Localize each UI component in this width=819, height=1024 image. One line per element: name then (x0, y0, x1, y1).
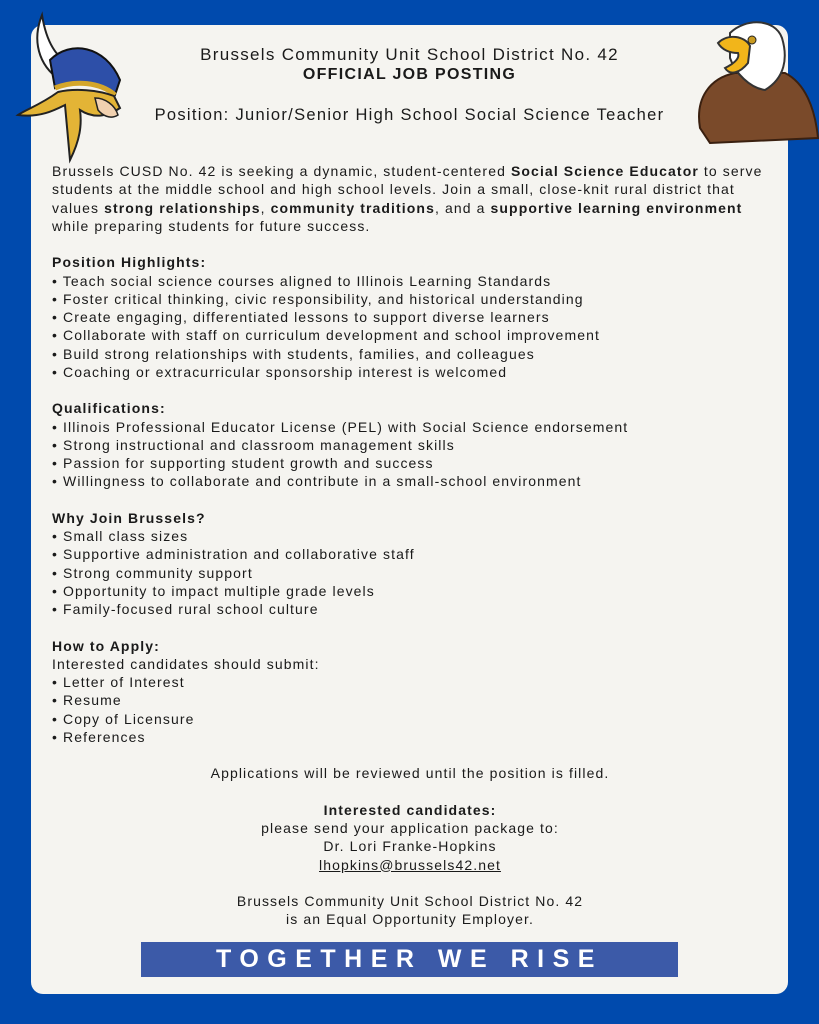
qualifications-heading: Qualifications: (52, 400, 166, 417)
list-item: • Strong community support (52, 564, 772, 582)
list-item: • Copy of Licensure (52, 710, 772, 728)
list-item: • Strong instructional and classroom management skills (52, 436, 772, 454)
send-to-text: please send your application package to: (261, 820, 559, 836)
intro-paragraph: Brussels CUSD No. 42 is seeking a dynamic, student-centered Social Science Educator to serve students at the middle school and high school levels. Join a small, close-knit rural district that values strong relationships, community traditions, and a supportive learning environment while preparing students for future success. (52, 163, 763, 234)
list-item: • Create engaging, differentiated lessons to support diverse learners (52, 308, 772, 326)
eoe-line-1: Brussels Community Unit School District No. 42 (236, 893, 584, 909)
list-item: • Family-focused rural school culture (52, 600, 772, 618)
highlights-heading: Position Highlights: (52, 254, 207, 271)
district-name: Brussels Community Unit School District No. 42 (200, 45, 619, 64)
list-item: • Teach social science courses aligned to Illinois Learning Standards (52, 272, 772, 290)
contact-email-link[interactable]: lhopkins@brussels42.net (319, 856, 501, 873)
contact-name: Dr. Lori Franke-Hopkins (323, 838, 497, 855)
list-item: • Opportunity to impact multiple grade levels (52, 582, 772, 600)
apply-lead: Interested candidates should submit: (52, 655, 320, 672)
list-item: • References (52, 728, 772, 746)
eoe-line-2: is an Equal Opportunity Employer. (286, 911, 534, 928)
slogan-banner: TOGETHER WE RISE (141, 942, 678, 977)
posting-title: OFFICIAL JOB POSTING (302, 66, 517, 83)
list-item: • Illinois Professional Educator License (PEL) with Social Science endorsement (52, 418, 772, 436)
list-item: • Supportive administration and collaborative staff (52, 545, 772, 563)
list-item: • Small class sizes (52, 527, 772, 545)
qualifications-list (52, 418, 772, 491)
posting-body (52, 162, 772, 929)
position-title: Position: Junior/Senior High School Social Science Teacher (154, 106, 665, 124)
review-note: Applications will be reviewed until the position is filled. (210, 765, 610, 782)
list-item: • Passion for supporting student growth and success (52, 454, 772, 472)
viking-mascot-icon (10, 10, 128, 165)
list-item: • Build strong relationships with students, families, and colleagues (52, 345, 772, 363)
apply-heading: How to Apply: (52, 637, 160, 654)
why-heading: Why Join Brussels? (52, 509, 206, 526)
list-item: • Collaborate with staff on curriculum development and school improvement (52, 326, 772, 344)
list-item: • Coaching or extracurricular sponsorship interest is welcomed (52, 363, 772, 381)
highlights-list (52, 272, 772, 382)
apply-list (52, 673, 772, 746)
list-item: • Letter of Interest (52, 673, 772, 691)
candidates-heading: Interested candidates: (323, 801, 497, 818)
list-item: • Foster critical thinking, civic responsibility, and historical understanding (52, 290, 772, 308)
why-list (52, 527, 772, 618)
list-item: • Willingness to collaborate and contribute in a small-school environment (52, 472, 772, 490)
list-item: • Resume (52, 691, 772, 709)
